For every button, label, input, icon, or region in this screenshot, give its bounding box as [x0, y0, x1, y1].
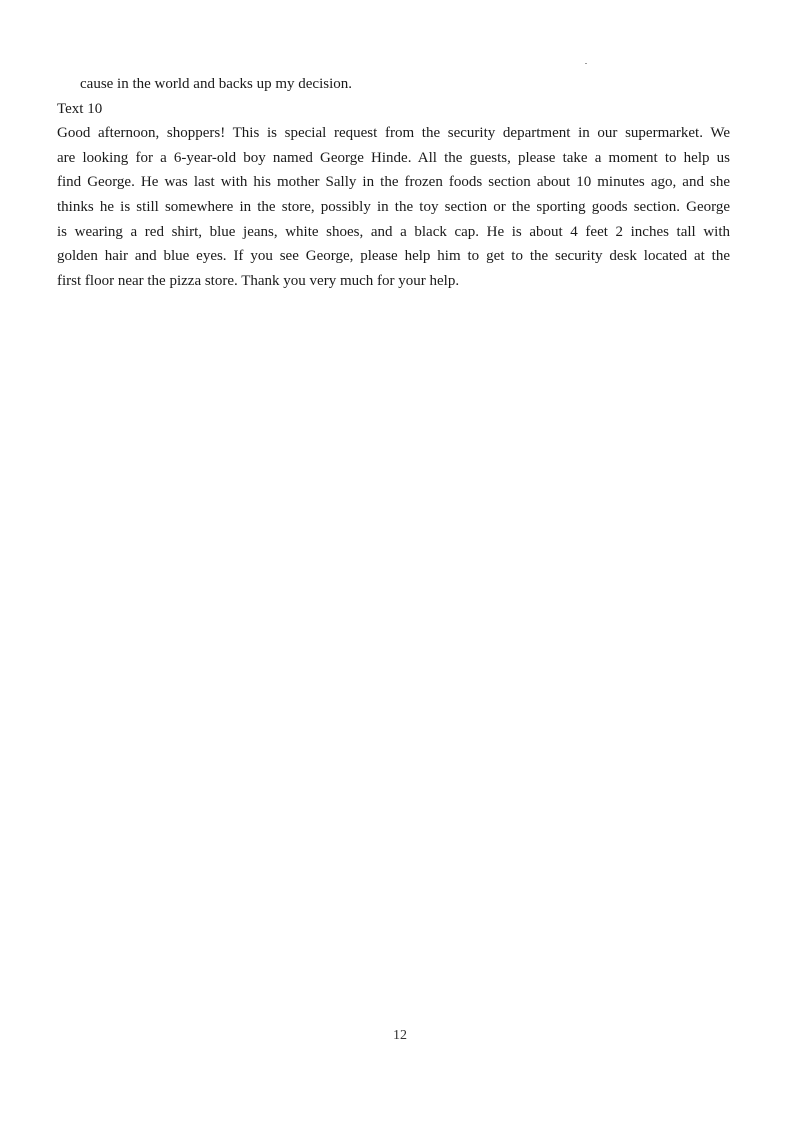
page-content [57, 72, 730, 293]
scan-speck [585, 63, 587, 64]
paragraph-line: Good afternoon, shoppers! This is special request from the security department in our supermarket. We [57, 125, 730, 142]
paragraph-line: golden hair and blue eyes. If you see George, please help him to get to the security desk located at the [57, 248, 730, 265]
paragraph-line: first floor near the pizza store. Thank you very much for your help. [57, 272, 460, 289]
paragraph-line: are looking for a 6-year-old boy named George Hinde. All the guests, please take a moment to help us [57, 149, 730, 166]
page-number: 12 [393, 1028, 407, 1043]
continuation-line: cause in the world and backs up my decision. [80, 76, 353, 92]
paragraph-line: is wearing a red shirt, blue jeans, white shoes, and a black cap. He is about 4 feet 2 inches tall with [57, 223, 730, 240]
section-heading: Text 10 [57, 100, 103, 117]
paragraph-line: thinks he is still somewhere in the store, possibly in the toy section or the sporting goods section. George [57, 198, 730, 215]
body-paragraph [57, 121, 730, 293]
paragraph-line: find George. He was last with his mother Sally in the frozen foods section about 10 minutes ago, and she [57, 174, 730, 191]
